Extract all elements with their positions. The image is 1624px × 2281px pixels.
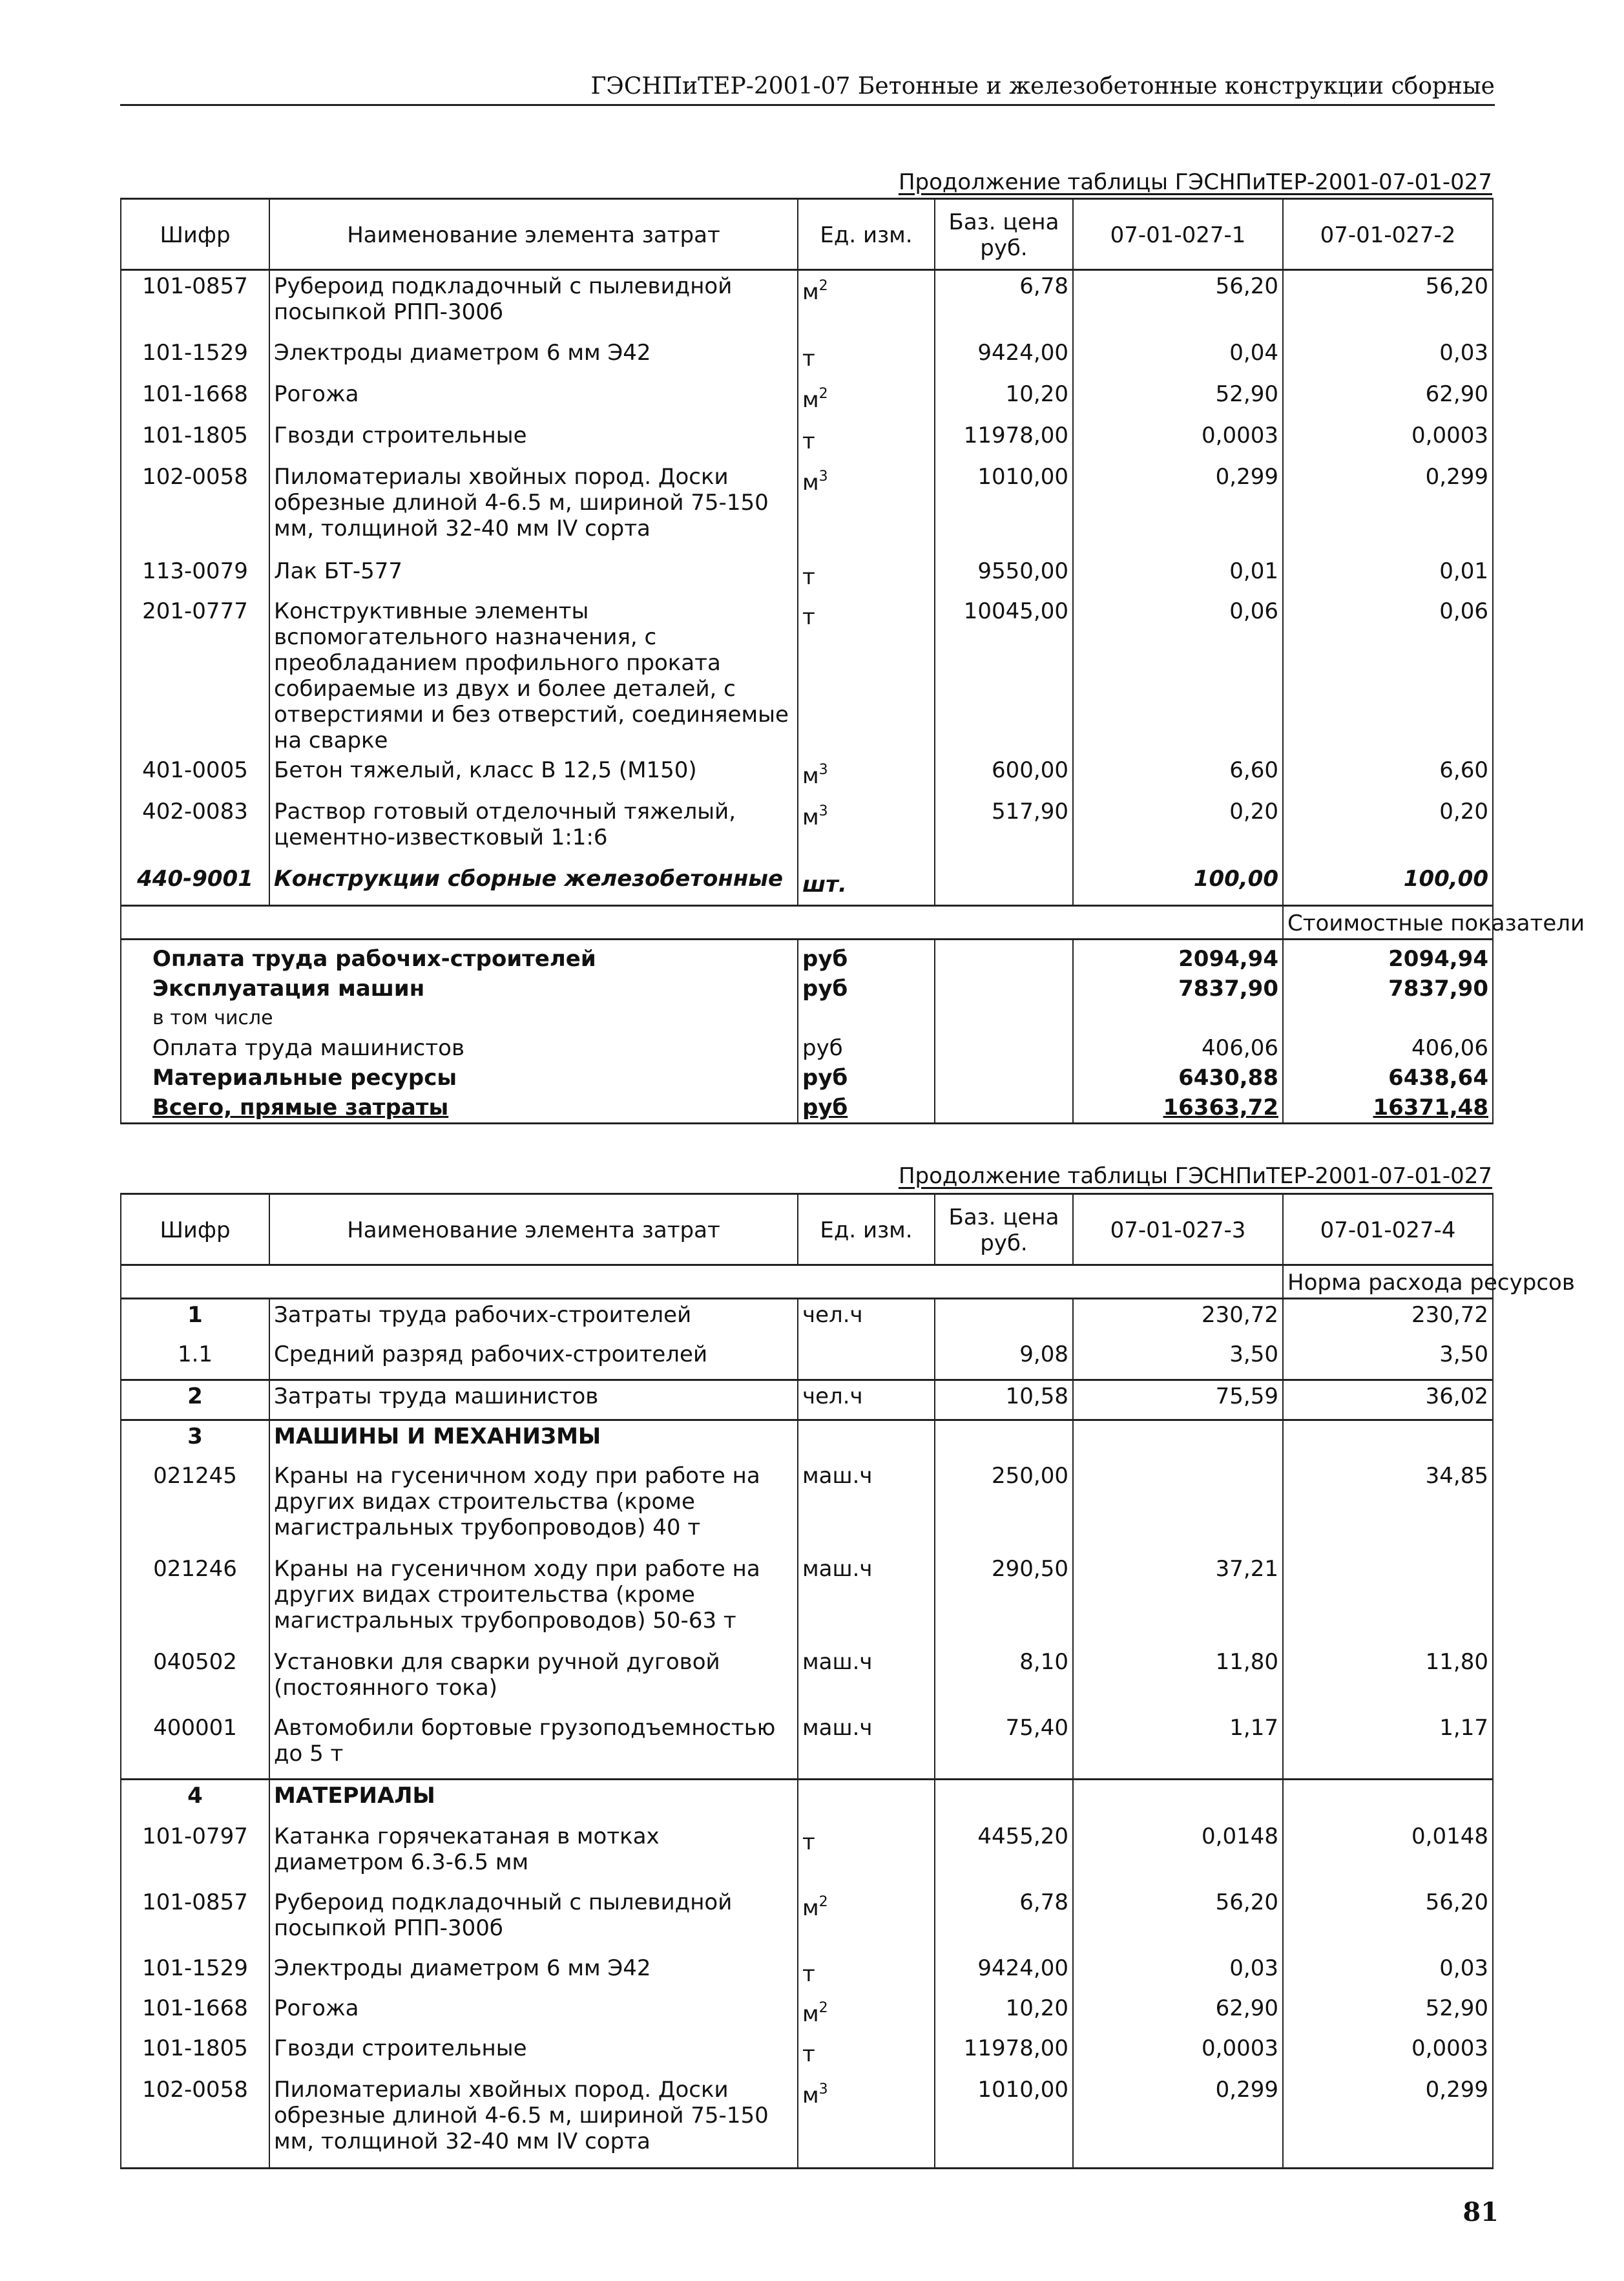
summary-unit: руб	[798, 1063, 935, 1093]
cell-v1: 0,06	[1073, 596, 1283, 755]
cell-price: 11978,00	[935, 420, 1073, 461]
cell-name: Затраты труда рабочих-строителей	[269, 1299, 798, 1339]
band-label-cost: Стоимостные показатели	[1287, 910, 1585, 936]
summary-v2: 7837,90	[1283, 974, 1493, 1004]
cell-unit: шт.	[798, 863, 935, 906]
cell-v2: 11,80	[1283, 1646, 1493, 1712]
cell-price: 9,08	[935, 1339, 1073, 1380]
cell-code: 201-0777	[121, 596, 269, 755]
cell-unit: маш.ч	[798, 1553, 935, 1646]
cell-name: Лак БТ-577	[269, 556, 798, 596]
section-band-cost	[121, 906, 1493, 940]
cell-unit	[798, 1780, 935, 1821]
band-label-norms: Норма расхода ресурсов	[1287, 1269, 1575, 1296]
cell-unit: т	[798, 1953, 935, 1993]
cell-v2: 0,0003	[1283, 420, 1493, 461]
cell-v1: 0,0003	[1073, 2033, 1283, 2074]
cell-name: Пиломатериалы хвойных пород. Доски обрезные длиной 4-6.5 м, шириной 75-150 мм, толщиной 32-40 мм IV сорта	[269, 461, 798, 556]
summary-unit: руб	[798, 940, 935, 974]
cell-v2: 0,03	[1283, 337, 1493, 379]
table-row	[121, 1460, 1493, 1553]
table-row	[121, 755, 1493, 796]
cell-code: 101-1668	[121, 379, 269, 420]
cell-price: 75,40	[935, 1712, 1073, 1780]
cell-v2: 230,72	[1283, 1299, 1493, 1339]
cell-v1: 0,20	[1073, 796, 1283, 863]
cell-name: Рубероид подкладочный с пылевидной посыпкой РПП-300б	[269, 1887, 798, 1953]
cell-code: 101-0857	[121, 270, 269, 337]
cell-code: 1	[121, 1299, 269, 1339]
cell-name: Автомобили бортовые грузоподъемностью до 5 т	[269, 1712, 798, 1780]
cell-code: 101-1529	[121, 337, 269, 379]
col-name-header: Наименование элемента затрат	[269, 1194, 798, 1265]
cell-v1	[1073, 1780, 1283, 1821]
cell-v1: 0,04	[1073, 337, 1283, 379]
col-price-header: Баз. цена руб.	[935, 1194, 1073, 1265]
cell-v1: 1,17	[1073, 1712, 1283, 1780]
cell-unit: т	[798, 2033, 935, 2074]
cell-price: 9550,00	[935, 556, 1073, 596]
cell-code: 101-1805	[121, 420, 269, 461]
summary-v2: 6438,64	[1283, 1063, 1493, 1093]
cell-price	[935, 1299, 1073, 1339]
summary-v2: 2094,94	[1283, 940, 1493, 974]
cell-v1: 0,299	[1073, 461, 1283, 556]
col-price-header: Баз. цена руб.	[935, 199, 1073, 270]
cell-unit: т	[798, 337, 935, 379]
table-row	[121, 2074, 1493, 2169]
cell-v2	[1283, 1780, 1493, 1821]
col-v2-header: 07-01-027-4	[1283, 1194, 1493, 1265]
summary-label: в том числе	[121, 1004, 798, 1033]
cell-v2: 0,0003	[1283, 2033, 1493, 2074]
cell-unit: маш.ч	[798, 1460, 935, 1553]
col-unit-header: Ед. изм.	[798, 199, 935, 270]
table1-header-row	[121, 199, 1493, 270]
cell-v1: 0,03	[1073, 1953, 1283, 1993]
cell-price: 11978,00	[935, 2033, 1073, 2074]
cell-code: 440-9001	[121, 863, 269, 906]
cell-v2: 56,20	[1283, 1887, 1493, 1953]
table-row	[121, 1339, 1493, 1380]
cell-code: 402-0083	[121, 796, 269, 863]
table1-caption: Продолжение таблицы ГЭСНПиТЕР-2001-07-01-027	[898, 169, 1492, 195]
col-unit-header: Ед. изм.	[798, 1194, 935, 1265]
page-number: 81	[1463, 2197, 1499, 2227]
cell-v2: 0,299	[1283, 2074, 1493, 2169]
table-row	[121, 1887, 1493, 1953]
cell-v1: 37,21	[1073, 1553, 1283, 1646]
cell-v1: 56,20	[1073, 1887, 1283, 1953]
cell-v2: 1,17	[1283, 1712, 1493, 1780]
summary-label: Эксплуатация машин	[121, 974, 798, 1004]
cell-price: 6,78	[935, 270, 1073, 337]
summary-v1: 406,06	[1073, 1033, 1283, 1063]
cell-v2: 3,50	[1283, 1339, 1493, 1380]
cell-unit: $м^3$	[798, 755, 935, 796]
cell-code: 040502	[121, 1646, 269, 1712]
cell-name: Конструктивные элементы вспомогательного назначения, с преобладанием профильного проката собираемые из двух и более деталей, с отверстиями и без отверстий, соединяемые на сварке	[269, 596, 798, 755]
section-band-norms	[121, 1265, 1493, 1299]
summary-v2: 406,06	[1283, 1033, 1493, 1063]
cell-code: 2	[121, 1380, 269, 1420]
table-row	[121, 556, 1493, 596]
summary-row	[121, 1093, 1493, 1124]
cell-unit	[798, 1339, 935, 1380]
cell-price	[935, 1420, 1073, 1460]
cell-price: 600,00	[935, 755, 1073, 796]
summary-row	[121, 974, 1493, 1004]
summary-v1: 16363,72	[1073, 1093, 1283, 1124]
cell-v1: 62,90	[1073, 1993, 1283, 2033]
cell-code: 102-0058	[121, 461, 269, 556]
cell-v1: 52,90	[1073, 379, 1283, 420]
cell-name: Рогожа	[269, 1993, 798, 2033]
cell-v1	[1073, 1420, 1283, 1460]
cell-price: 517,90	[935, 796, 1073, 863]
table-row	[121, 1553, 1493, 1646]
cell-v1: 56,20	[1073, 270, 1283, 337]
cell-v1: 0,0003	[1073, 420, 1283, 461]
cell-name: Краны на гусеничном ходу при работе на других видах строительства (кроме магистральных трубопроводов) 50-63 т	[269, 1553, 798, 1646]
summary-row	[121, 1004, 1493, 1033]
table-row	[121, 461, 1493, 556]
table-row	[121, 1953, 1493, 1993]
cell-v2: 56,20	[1283, 270, 1493, 337]
cell-unit: чел.ч	[798, 1299, 935, 1339]
cell-price: 10,58	[935, 1380, 1073, 1420]
table-row	[121, 596, 1493, 755]
table-row	[121, 796, 1493, 863]
cell-price: 1010,00	[935, 2074, 1073, 2169]
cell-name: МАТЕРИАЛЫ	[269, 1780, 798, 1821]
running-header	[120, 70, 1495, 106]
cell-v2: 52,90	[1283, 1993, 1493, 2033]
cell-v2	[1283, 1553, 1493, 1646]
cell-v1: 6,60	[1073, 755, 1283, 796]
table-row	[121, 270, 1493, 337]
table1-cost-resources	[120, 198, 1585, 1124]
cell-name: Затраты труда машинистов	[269, 1380, 798, 1420]
cell-unit: маш.ч	[798, 1646, 935, 1712]
col-v1-header: 07-01-027-1	[1073, 199, 1283, 270]
cell-price: 290,50	[935, 1553, 1073, 1646]
summary-v2	[1283, 1004, 1493, 1033]
col-v2-header: 07-01-027-2	[1283, 199, 1493, 270]
summary-v1: 7837,90	[1073, 974, 1283, 1004]
cell-v2: 0,20	[1283, 796, 1493, 863]
summary-v1	[1073, 1004, 1283, 1033]
cell-name: МАШИНЫ И МЕХАНИЗМЫ	[269, 1420, 798, 1460]
cell-name: Электроды диаметром 6 мм Э42	[269, 337, 798, 379]
col-v1-header: 07-01-027-3	[1073, 1194, 1283, 1265]
cell-name: Рубероид подкладочный с пылевидной посыпкой РПП-300б	[269, 270, 798, 337]
summary-v2: 16371,48	[1283, 1093, 1493, 1124]
cell-v1: 11,80	[1073, 1646, 1283, 1712]
cell-v1: 230,72	[1073, 1299, 1283, 1339]
cell-price: 10,20	[935, 379, 1073, 420]
summary-unit	[798, 1004, 935, 1033]
cell-v2: 0,299	[1283, 461, 1493, 556]
summary-v1: 6430,88	[1073, 1063, 1283, 1093]
cell-v1: 100,00	[1073, 863, 1283, 906]
cell-code: 4	[121, 1780, 269, 1821]
table-row	[121, 1993, 1493, 2033]
cell-v2: 0,01	[1283, 556, 1493, 596]
cell-price: 250,00	[935, 1460, 1073, 1553]
table2-caption: Продолжение таблицы ГЭСНПиТЕР-2001-07-01-027	[898, 1163, 1492, 1189]
cell-name: Конструкции сборные железобетонные	[269, 863, 798, 906]
cell-name: Раствор готовый отделочный тяжелый, цементно-известковый 1:1:6	[269, 796, 798, 863]
cell-price	[935, 1780, 1073, 1821]
cell-code: 101-0857	[121, 1887, 269, 1953]
cell-v2: 6,60	[1283, 755, 1493, 796]
summary-label: Оплата труда машинистов	[121, 1033, 798, 1063]
cell-code: 101-0797	[121, 1821, 269, 1887]
cell-name: Электроды диаметром 6 мм Э42	[269, 1953, 798, 1993]
cell-v2: 62,90	[1283, 379, 1493, 420]
summary-unit: руб	[798, 974, 935, 1004]
cell-price: 10,20	[935, 1993, 1073, 2033]
table-row	[121, 1821, 1493, 1887]
cell-v1: 0,299	[1073, 2074, 1283, 2169]
cell-price: 4455,20	[935, 1821, 1073, 1887]
cell-unit: $м^2$	[798, 1993, 935, 2033]
cell-price: 8,10	[935, 1646, 1073, 1712]
cell-name: Гвозди строительные	[269, 420, 798, 461]
cell-code: 102-0058	[121, 2074, 269, 2169]
cell-price: 10045,00	[935, 596, 1073, 755]
cell-v2: 0,0148	[1283, 1821, 1493, 1887]
summary-unit: руб	[798, 1033, 935, 1063]
table-row	[121, 1712, 1493, 1780]
cell-name: Рогожа	[269, 379, 798, 420]
cell-price: 9424,00	[935, 1953, 1073, 1993]
cell-name: Пиломатериалы хвойных пород. Доски обрезные длиной 4-6.5 м, шириной 75-150 мм, толщиной 32-40 мм IV сорта	[269, 2074, 798, 2169]
summary-label: Материальные ресурсы	[121, 1063, 798, 1093]
cell-name: Катанка горячекатаная в мотках диаметром 6.3-6.5 мм	[269, 1821, 798, 1887]
cell-v2: 100,00	[1283, 863, 1493, 906]
cell-unit: т	[798, 420, 935, 461]
cell-code: 021246	[121, 1553, 269, 1646]
col-code-header: Шифр	[121, 199, 269, 270]
cell-code: 400001	[121, 1712, 269, 1780]
cell-unit: маш.ч	[798, 1712, 935, 1780]
summary-label: Всего, прямые затраты	[121, 1093, 798, 1124]
cell-code: 3	[121, 1420, 269, 1460]
cell-name: Краны на гусеничном ходу при работе на других видах строительства (кроме магистральных трубопроводов) 40 т	[269, 1460, 798, 1553]
summary-v1: 2094,94	[1073, 940, 1283, 974]
cell-code: 101-1529	[121, 1953, 269, 1993]
cell-name: Средний разряд рабочих-строителей	[269, 1339, 798, 1380]
cell-unit: $м^3$	[798, 2074, 935, 2169]
cell-unit: $м^2$	[798, 1887, 935, 1953]
cell-price: 9424,00	[935, 337, 1073, 379]
cell-unit: $м^2$	[798, 379, 935, 420]
col-name-header: Наименование элемента затрат	[269, 199, 798, 270]
table-row	[121, 1780, 1493, 1821]
col-code-header: Шифр	[121, 1194, 269, 1265]
cell-v2: 0,06	[1283, 596, 1493, 755]
cell-unit: $м^3$	[798, 796, 935, 863]
table-row	[121, 863, 1493, 906]
cell-v2: 0,03	[1283, 1953, 1493, 1993]
cell-unit: $м^3$	[798, 461, 935, 556]
table2-resource-norms	[120, 1193, 1575, 2169]
cell-code: 021245	[121, 1460, 269, 1553]
cell-unit: т	[798, 556, 935, 596]
cell-v1: 3,50	[1073, 1339, 1283, 1380]
cell-v2: 36,02	[1283, 1380, 1493, 1420]
cell-price: 6,78	[935, 1887, 1073, 1953]
cell-v1: 0,0148	[1073, 1821, 1283, 1887]
summary-row	[121, 1063, 1493, 1093]
table-row	[121, 1646, 1493, 1712]
document-title: ГЭСНПиТЕР-2001-07 Бетонные и железобетонные конструкции сборные	[590, 73, 1495, 100]
table-row	[121, 337, 1493, 379]
cell-unit: т	[798, 1821, 935, 1887]
cell-price: 1010,00	[935, 461, 1073, 556]
cell-unit: т	[798, 596, 935, 755]
cell-code: 1.1	[121, 1339, 269, 1380]
cell-v1	[1073, 1460, 1283, 1553]
cell-code: 101-1805	[121, 2033, 269, 2074]
summary-row	[121, 1033, 1493, 1063]
table-row	[121, 1420, 1493, 1460]
cell-code: 113-0079	[121, 556, 269, 596]
summary-unit: руб	[798, 1093, 935, 1124]
table-row	[121, 1299, 1493, 1339]
cell-name: Бетон тяжелый, класс В 12,5 (М150)	[269, 755, 798, 796]
cell-code: 101-1668	[121, 1993, 269, 2033]
cell-unit: $м^2$	[798, 270, 935, 337]
summary-label: Оплата труда рабочих-строителей	[121, 940, 798, 974]
cell-unit: чел.ч	[798, 1380, 935, 1420]
cell-name: Установки для сварки ручной дуговой (постоянного тока)	[269, 1646, 798, 1712]
cell-v2: 34,85	[1283, 1460, 1493, 1553]
table-row	[121, 420, 1493, 461]
cell-name: Гвозди строительные	[269, 2033, 798, 2074]
cell-v1: 0,01	[1073, 556, 1283, 596]
cell-unit	[798, 1420, 935, 1460]
cell-code: 401-0005	[121, 755, 269, 796]
table-row	[121, 2033, 1493, 2074]
table-row	[121, 379, 1493, 420]
cell-price	[935, 863, 1073, 906]
table-row	[121, 1380, 1493, 1420]
table2-header-row	[121, 1194, 1493, 1265]
cell-v2	[1283, 1420, 1493, 1460]
cell-v1: 75,59	[1073, 1380, 1283, 1420]
summary-row	[121, 940, 1493, 974]
